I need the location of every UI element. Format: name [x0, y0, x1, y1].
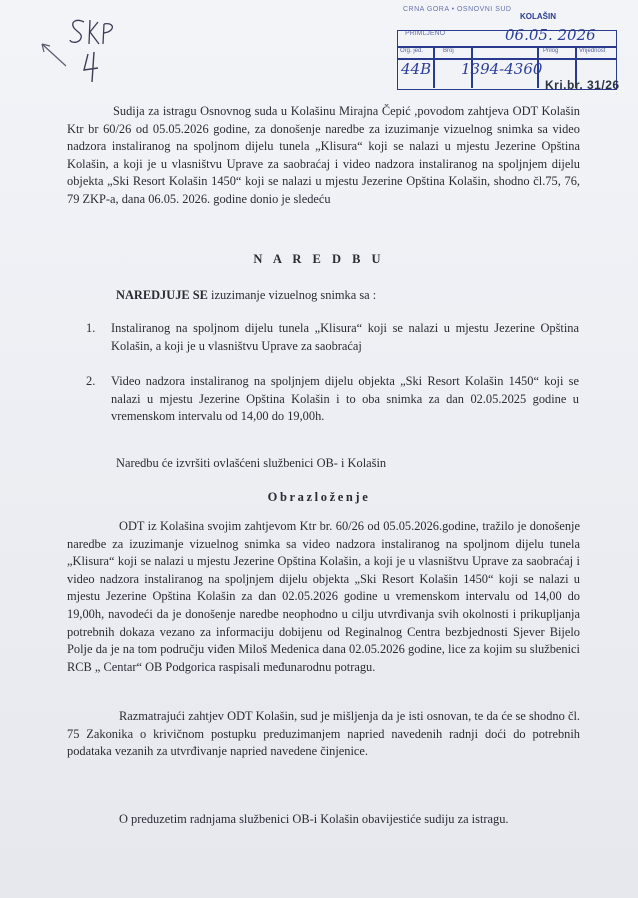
- order-item-text: Video nadzora instaliranog na spoljnjem dijelu objekta „Ski Resort Kolašin 1450“ koji se nalazi u mjestu Jezerine Opština Kolašin i to oba snimka za dan 02.05.2025 godine u vremenskom intervalu od 14,00 do 19,00h.: [111, 374, 579, 424]
- final-paragraph: O preduzetim radnjama službenici OB-i Kolašin obavijestiće sudiju za istragu.: [119, 812, 509, 826]
- order-item-number: 1.: [86, 321, 96, 335]
- order-title: N A R E D B U: [253, 252, 385, 266]
- order-intro-bold: NAREDJUJE SE: [116, 288, 208, 302]
- executor-paragraph: Naredbu će izvršiti ovlašćeni službenici OB- i Kolašin: [116, 456, 387, 470]
- stamp-column-header: Org. jed.: [400, 48, 424, 54]
- stamp-organization-suffix: KOLAŠIN: [520, 12, 556, 21]
- stamp-column-header: Vrijednost: [579, 48, 606, 54]
- order-intro-rest: izuzimanje vizuelnog snimka sa :: [207, 288, 377, 302]
- intro-paragraph: Sudija za istragu Osnovnog suda u Kolašinu Mirajna Čepić ,povodom zahtjeva ODT Kolašin Ktr br 60/26 od 05.05.2026 godine, za donošenje naredbe za izuzimanje vizuelnog snimka sa video nadzora instaliranog na spoljnom dijelu tunela „Klisura“ koji se nalazi u mjestu Jezerine Opština Kolašin, a koji je u vlasništvu Uprave za saobraćaj i video nadzora instaliranog na spoljnjem dijelu objekta „Ski Resort Kolašin 1450“ koji se nalazi u mjestu Jezerine Opština Kolašin, shodno čl.75, 76, 79 ZKP-a, dana 06.05. 2026. godine donio je sledeću: [67, 104, 580, 206]
- handwritten-initials: [36, 14, 136, 84]
- case-number: Kri.br. 31/26: [545, 78, 620, 92]
- stamp-received-date: 06.05. 2026: [505, 26, 596, 44]
- reasoning-paragraph: ODT iz Kolašina svojim zahtjevom Ktr br. 60/26 od 05.05.2026.godine, tražilo je donošenje naredbe za izuzimanje vizuelnog snimka sa video nadzora instaliranog na spoljnom dijelu tunela „Klisura“ koji se nalazi u mjestu Jezerine Opština Kolašin, a koji je u vlasništvu Uprave za saobraćaj i video nadzora instaliranog na spoljnjem dijelu objekta „Ski Resort Kolašin 1450“ koji se nalazi u mjestu Jezerine Opština Kolašin za dan 02.05.2026 godine u vremenskom intervalu od 14,00 do 19,00h, navodeći da je donošenje naredbe neophodno u cilju utvrđivanja svih okolnosti i prikupljanja potrebnih dokaza vezano za informaciju dobijenu od Reginalnog Centra bezbjednosti Sjever Bijelo Polje da je na tom području viđen Miloš Medenica dana 02.05.2026 godine, lice za kojim su službenici RCB „ Centar“ OB Podgorica raspisali međunarodnu potragu.: [67, 519, 580, 674]
- stamp-handwritten-org: 44B: [401, 60, 432, 78]
- stamp-column-header: Broj: [443, 48, 454, 54]
- stamp-column-header: Prilog: [543, 48, 559, 54]
- stamp-handwritten-number: 1394-4360: [461, 60, 543, 78]
- consideration-paragraph: Razmatrajući zahtjev ODT Kolašin, sud je mišljenja da je isti osnovan, te da će se shodno čl. 75 Zakonika o krivičnom postupku preduzimanjem napried navedenih radnji doći do potrebnih podataka vezanih za utvrđivanje napried navedene činjenice.: [67, 709, 580, 759]
- stamp-organization: CRNA GORA • OSNOVNI SUD: [403, 6, 512, 13]
- order-intro: [116, 288, 376, 303]
- stamp-divider: [433, 46, 435, 88]
- court-stamp: [395, 4, 621, 90]
- order-item-number: 2.: [86, 374, 96, 388]
- reasoning-title: Obrazloženje: [267, 490, 371, 504]
- order-item-text: Instaliranog na spoljnom dijelu tunela „Klisura“ koji se nalazi u mjestu Jezerine Opština Kolašin, a koji je u vlasništvu Uprave za saobraćaj: [111, 321, 579, 353]
- stamp-received-label: PRIMLJENO: [405, 30, 446, 37]
